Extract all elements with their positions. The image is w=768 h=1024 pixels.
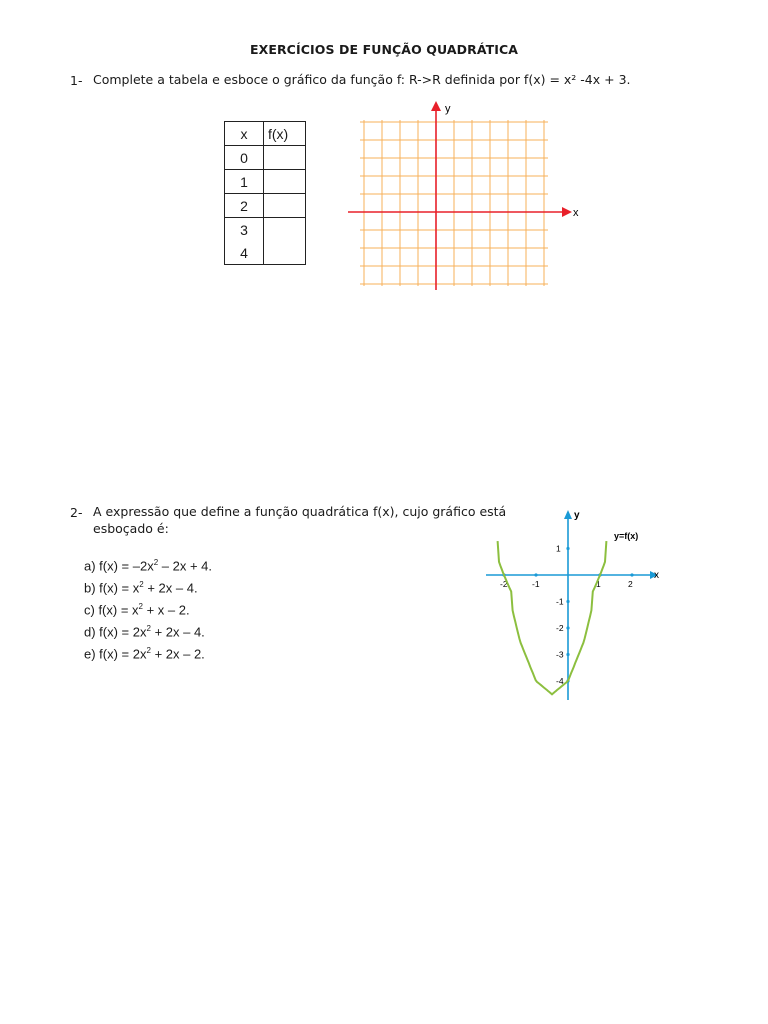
- option-rest: – 2x + 4.: [158, 558, 213, 574]
- option-label: e) f(x) = 2x: [84, 646, 147, 662]
- table-cell-x: 1: [225, 170, 264, 194]
- option-exponent: 2: [139, 580, 144, 589]
- table-row: [225, 194, 306, 218]
- y-tick-mark: [566, 653, 569, 656]
- y-tick-mark: [566, 626, 569, 629]
- x-tick-label: -1: [532, 579, 540, 589]
- option-c[interactable]: [84, 598, 212, 620]
- question-2-text-line1: A expressão que define a função quadrática f(x), cujo gráfico está: [93, 504, 507, 519]
- table-header-row: [225, 122, 306, 146]
- question-2-number: 2-: [70, 505, 83, 520]
- x-tick-label: 1: [596, 579, 601, 589]
- x-tick-mark: [630, 573, 633, 576]
- x-axis-arrow-icon: [562, 207, 572, 217]
- option-d[interactable]: [84, 620, 212, 642]
- table-cell-fx[interactable]: [264, 146, 306, 170]
- option-exponent: 2: [138, 602, 143, 611]
- table-row: [225, 170, 306, 194]
- y-tick-mark: [566, 600, 569, 603]
- y-axis-arrow-icon: [431, 101, 441, 111]
- table-header-fx: f(x): [264, 122, 306, 146]
- table-cell-x: 3: [225, 218, 264, 242]
- x-tick-label: -2: [500, 579, 508, 589]
- option-rest: + x – 2.: [142, 602, 190, 618]
- table-cell-x: 2: [225, 194, 264, 218]
- table-row: [225, 218, 306, 242]
- y-tick-mark: [566, 547, 569, 550]
- y-axis-label: y: [445, 103, 451, 115]
- option-b[interactable]: [84, 576, 212, 598]
- option-label: d) f(x) = 2x: [84, 624, 147, 640]
- table-cell-fx[interactable]: [264, 218, 306, 265]
- table-cell-fx[interactable]: [264, 194, 306, 218]
- question-1-number: 1-: [70, 73, 83, 88]
- option-exponent: 2: [153, 558, 159, 567]
- question-2-text-line2: esboçado é:: [93, 521, 169, 536]
- x-tick-label: 2: [628, 579, 633, 589]
- option-label: c) f(x) = x: [84, 602, 139, 618]
- x-axis-label: x: [573, 207, 579, 219]
- coordinate-grid: [340, 96, 590, 296]
- x-axis-label: x: [654, 570, 659, 581]
- y-tick-label: -3: [556, 649, 564, 660]
- answer-options: [84, 554, 212, 664]
- curve-label: y=f(x): [614, 531, 639, 541]
- option-label: b) f(x) = x: [84, 580, 140, 596]
- y-tick-label: -2: [556, 623, 564, 633]
- option-exponent: 2: [146, 646, 151, 655]
- page-title: EXERCÍCIOS DE FUNÇÃO QUADRÁTICA: [249, 42, 519, 57]
- option-rest: + 2x – 4.: [150, 624, 205, 640]
- table-header-x: x: [225, 122, 264, 146]
- parabola-graph: [480, 500, 680, 710]
- option-e[interactable]: [84, 642, 212, 664]
- table-row: [225, 146, 306, 170]
- parabola-curve: [498, 541, 607, 694]
- x-tick-mark: [534, 573, 537, 576]
- question-1-text: Complete a tabela e esboce o gráfico da função f: R->R definida por f(x) = x² -4x + 3.: [93, 72, 631, 87]
- y-axis-arrow-icon: [564, 510, 572, 519]
- y-tick-label: -1: [556, 596, 564, 607]
- option-rest: + 2x – 2.: [150, 646, 205, 662]
- option-a[interactable]: [84, 554, 212, 576]
- option-label: a) f(x) = –2x: [84, 558, 154, 574]
- table-cell-x: 0: [225, 146, 264, 170]
- table-cell-x: 4: [225, 241, 264, 265]
- table-cell-fx[interactable]: [264, 170, 306, 194]
- grid-lines: [360, 120, 548, 286]
- option-rest: + 2x – 4.: [143, 580, 198, 596]
- y-axis-label: y: [574, 510, 580, 521]
- y-tick-label: -4: [556, 676, 564, 686]
- values-table: [224, 121, 306, 265]
- axis-ticks: [500, 544, 634, 687]
- y-tick-label: 1: [556, 543, 561, 554]
- option-exponent: 2: [146, 624, 151, 633]
